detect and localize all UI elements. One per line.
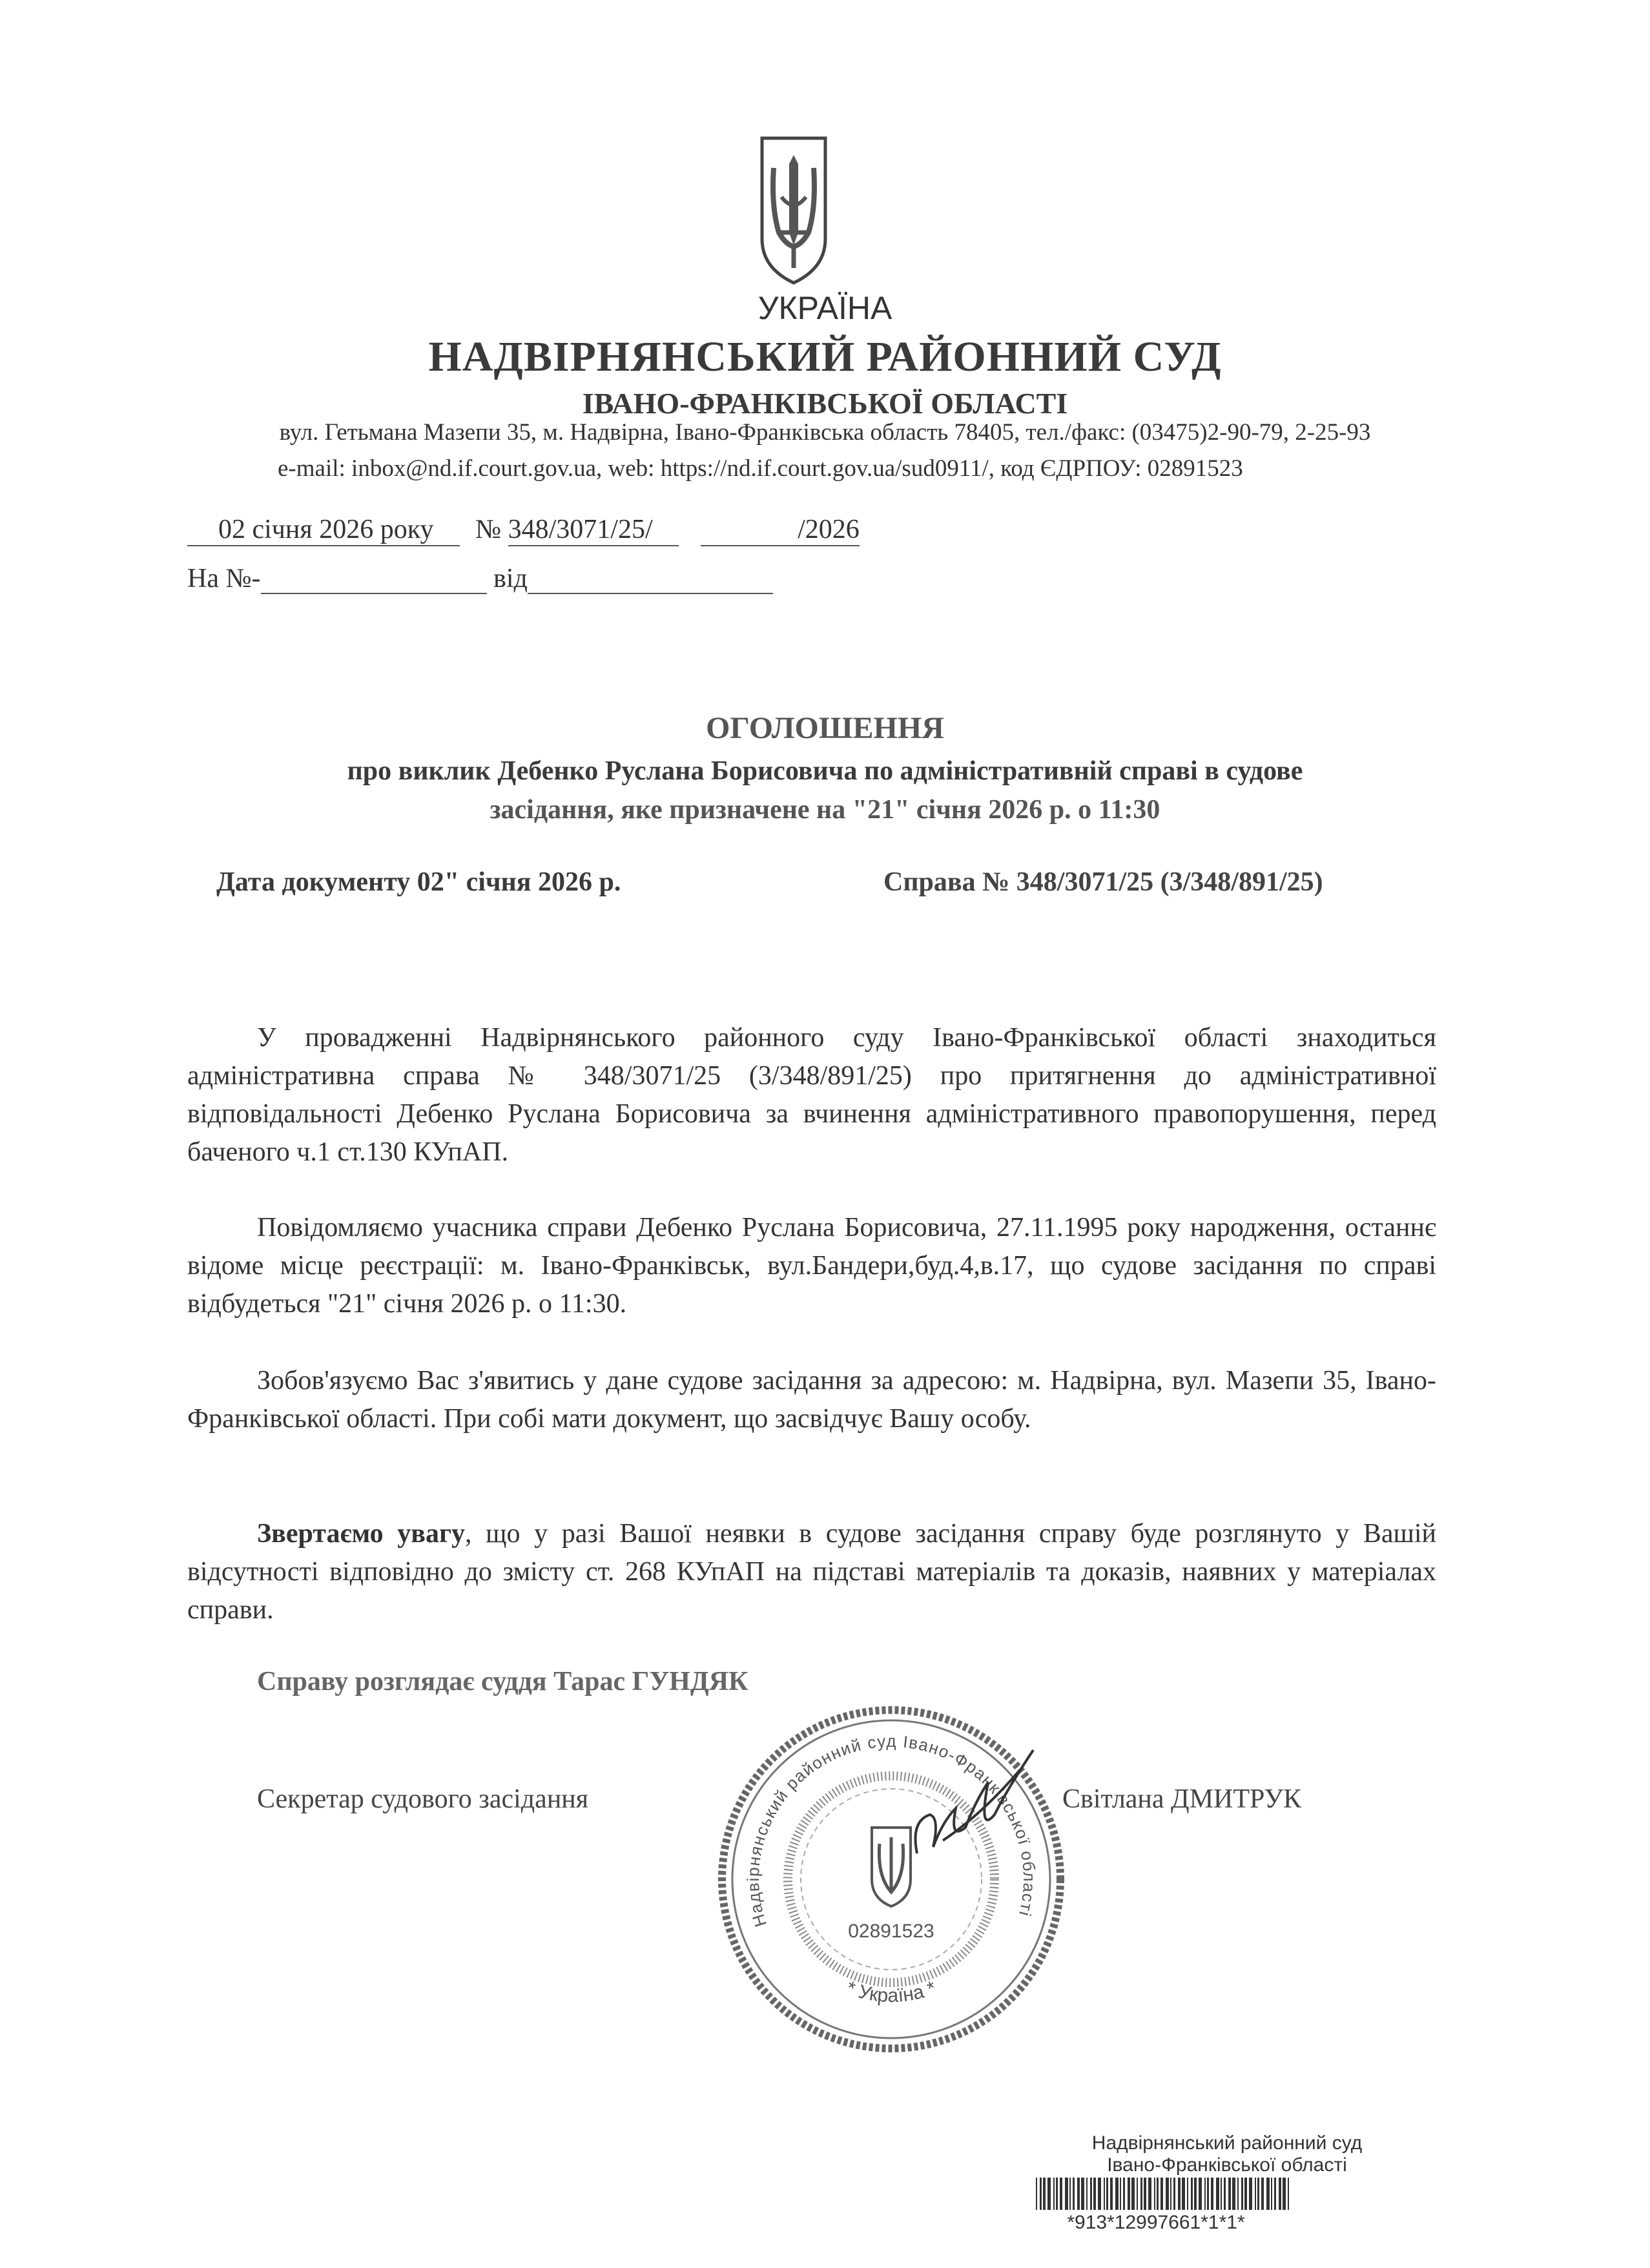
- barcode-bar: [1283, 2178, 1286, 2210]
- barcode-bar: [1207, 2178, 1209, 2210]
- warning-emphasis: Звертаємо увагу: [257, 1519, 466, 1549]
- barcode-bar: [1166, 2178, 1169, 2210]
- from-date-blank: [528, 567, 773, 594]
- paragraph-warning: [187, 1515, 1436, 1629]
- reply-number-blank: [261, 567, 487, 594]
- barcode-bar: [1274, 2178, 1276, 2210]
- barcode-bar: [1120, 2178, 1121, 2210]
- judge-line: Справу розглядає суддя Тарас ГУНДЯК: [257, 1667, 748, 1696]
- barcode-bar: [1157, 2178, 1159, 2210]
- warning-text: , що у разі Вашої неявки в судове засідання справу буде розглянуто у Вашій відсутності відповідно до змісту ст. 268 КУпАП на підставі матеріалів та доказів, наявних у матеріалах справи.: [187, 1519, 1437, 1625]
- barcode-bar: [1093, 2178, 1096, 2210]
- barcode-bar: [1194, 2178, 1197, 2210]
- barcode-bar: [1053, 2178, 1055, 2210]
- barcode-bar: [1115, 2178, 1119, 2210]
- barcode-bar: [1160, 2178, 1163, 2210]
- barcode-bar: [1199, 2178, 1202, 2210]
- paragraph-obligation: Зобов'язуємо Вас з'явитись у дане судове засідання за адресою: м. Надвірна, вул. Мазепи 35, Івано-Франківської області. При собі мати документ, що засвідчує Вашу особу.: [187, 1366, 1436, 1434]
- barcode-bar: [1187, 2178, 1188, 2210]
- barcode-bar: [1098, 2178, 1101, 2210]
- paragraph-notification: Повідомляємо учасника справи Дебенко Руслана Борисовича, 27.11.1995 року народження, останнє відоме місце реєстрації: м. Івано-Франківськ, вул.Бандери,буд.4,в.17, що судове засідання по справі відбудеться "21" січня 2026 р. о 11:30.: [187, 1213, 1436, 1319]
- barcode-bar: [1090, 2178, 1092, 2210]
- barcode-bar: [1221, 2178, 1222, 2210]
- paragraph-proceedings: У провадженні Надвірнянського районного суду Івано-Франківської області знаходиться адміністративна справа № 348/3071/25 (3/348/891/25) про притягнення до адміністративної відповідальності Дебенко Руслана Борисовича за вчинення адміністративного правопорушення, перед баченого ч.1 ст.130 КУпАП.: [187, 1023, 1436, 1167]
- barcode-bar: [1077, 2178, 1080, 2210]
- reply-label: На №-: [187, 564, 261, 593]
- barcode-bar: [1056, 2178, 1058, 2210]
- barcode-bar: [1257, 2178, 1259, 2210]
- barcode-bar: [1279, 2178, 1281, 2210]
- barcode-bar: [1182, 2178, 1185, 2210]
- barcode-bar: [1106, 2178, 1108, 2210]
- barcode-court-name: Надвірнянський районний суд: [1091, 2132, 1363, 2154]
- barcode-bar: [1043, 2178, 1046, 2210]
- barcode-bar: [1173, 2178, 1175, 2210]
- court-name: НАДВІРНЯНСЬКИЙ РАЙОННИЙ СУД: [428, 333, 1222, 380]
- barcode-court-region: Івано-Франківської області: [1107, 2154, 1347, 2176]
- barcode-bar: [1232, 2178, 1235, 2210]
- outgoing-number-prefix: №: [475, 515, 502, 544]
- barcode-bar: [1211, 2178, 1213, 2210]
- court-contacts: e-mail: inbox@nd.if.court.gov.ua, web: https://nd.if.court.gov.ua/sud0911/, код ЄДРПОУ: 02891523: [278, 455, 1243, 482]
- court-address: вул. Гетьмана Мазепи 35, м. Надвірна, Івано-Франківська область 78405, тел./факс: (03475)2-90-79, 2-25-93: [279, 419, 1371, 446]
- barcode-bar: [1204, 2178, 1206, 2210]
- barcode: [1036, 2178, 1294, 2210]
- barcode-bar: [1228, 2178, 1231, 2210]
- outgoing-number: 348/3071/25/: [508, 514, 679, 546]
- barcode-bar: [1241, 2178, 1243, 2210]
- coat-of-arms-icon: [759, 136, 828, 285]
- stamp-code: 02891523: [848, 1921, 934, 1942]
- barcode-bar: [1086, 2178, 1088, 2210]
- barcode-bar: [1255, 2178, 1256, 2210]
- reply-line: [187, 563, 773, 594]
- barcode-bar: [1060, 2178, 1062, 2210]
- barcode-bar: [1110, 2178, 1113, 2210]
- notice-subtitle-1: про виклик Дебенко Руслана Борисовича по адміністративній справі в судове: [347, 756, 1303, 786]
- secretary-label: Секретар судового засідання: [257, 1784, 589, 1814]
- barcode-bar: [1128, 2178, 1130, 2210]
- barcode-bar: [1178, 2178, 1181, 2210]
- barcode-bar: [1191, 2178, 1193, 2210]
- secretary-name: Світлана ДМИТРУК: [1062, 1784, 1302, 1814]
- barcode-bar: [1104, 2178, 1105, 2210]
- barcode-bar: [1244, 2178, 1247, 2210]
- notice-subtitle-2: засідання, яке призначене на "21" січня 2026 р. о 11:30: [490, 795, 1160, 825]
- barcode-bar: [1137, 2178, 1138, 2210]
- barcode-bar: [1123, 2178, 1125, 2210]
- barcode-bar: [1271, 2178, 1272, 2210]
- barcode-bar: [1224, 2178, 1226, 2210]
- barcode-bar: [1140, 2178, 1142, 2210]
- barcode-bar: [1047, 2178, 1051, 2210]
- barcode-bar: [1170, 2178, 1171, 2210]
- stamp-bottom-text: * Україна *: [843, 1977, 939, 2007]
- barcode-bar: [1065, 2178, 1068, 2210]
- barcode-bar: [1237, 2178, 1239, 2210]
- barcode-bar: [1266, 2178, 1270, 2210]
- document-date: Дата документу 02" січня 2026 р.: [216, 867, 621, 897]
- barcode-bar: [1036, 2178, 1037, 2210]
- barcode-bar: [1073, 2178, 1075, 2210]
- outgoing-date-line: [187, 514, 860, 546]
- svg-text:* Україна *: [843, 1977, 939, 2006]
- barcode-bar: [1144, 2178, 1146, 2210]
- from-label: від: [493, 564, 528, 593]
- barcode-bar: [1081, 2178, 1084, 2210]
- outgoing-date: 02 січня 2026 року: [187, 514, 460, 546]
- case-number: Справа № 348/3071/25 (3/348/891/25): [883, 867, 1323, 897]
- barcode-bar: [1148, 2178, 1151, 2210]
- barcode-bar: [1069, 2178, 1071, 2210]
- barcode-bar: [1154, 2178, 1155, 2210]
- barcode-bar: [1131, 2178, 1135, 2210]
- barcode-number: *913*12997661*1*1*: [1067, 2212, 1245, 2233]
- barcode-bar: [1216, 2178, 1219, 2210]
- barcode-bar: [1249, 2178, 1252, 2210]
- barcode-bar: [1288, 2178, 1289, 2210]
- country-name: УКРАЇНА: [758, 290, 892, 326]
- outgoing-year: /2026: [701, 514, 860, 546]
- barcode-bar: [1261, 2178, 1264, 2210]
- stamp-ring-text: Надвірнянський районний суд Івано-Франківської області: [743, 1731, 1040, 1930]
- signature-mark: [904, 1744, 1046, 1873]
- barcode-bar: [1040, 2178, 1042, 2210]
- notice-title: ОГОЛОШЕННЯ: [706, 711, 944, 745]
- court-region: ІВАНО-ФРАНКІВСЬКОЇ ОБЛАСТІ: [582, 387, 1068, 420]
